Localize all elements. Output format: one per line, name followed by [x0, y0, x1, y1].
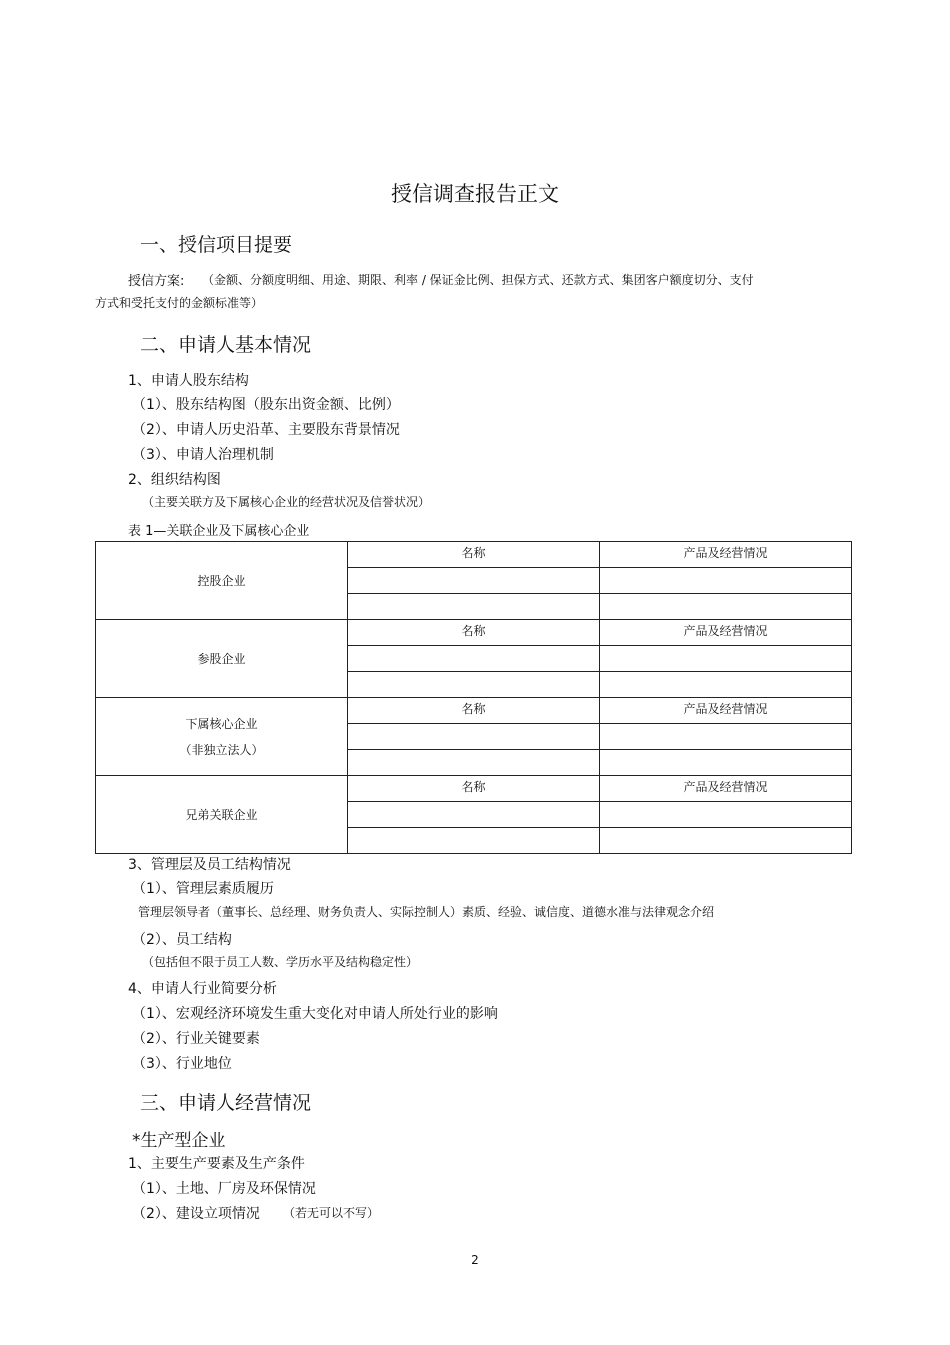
item-land-plant: （1）、土地、厂房及环保情况 [132, 1181, 316, 1197]
table-cell [348, 672, 600, 698]
table-cell [600, 724, 852, 750]
item-macro-impact: （1）、宏观经济环境发生重大变化对申请人所处行业的影响 [132, 1006, 498, 1022]
item-shareholder-chart: （1）、股东结构图（股东出资金额、比例） [132, 397, 400, 413]
item-industry-analysis: 4、申请人行业简要分析 [128, 981, 277, 997]
col-header-product: 产品及经营情况 [600, 776, 852, 802]
table-cell [600, 594, 852, 620]
group-cell-sibling: 兄弟关联企业 [96, 776, 348, 854]
group-cell-participating: 参股企业 [96, 620, 348, 698]
table-row [96, 776, 852, 802]
table-cell [600, 828, 852, 854]
section1-heading: 一、授信项目提要 [140, 234, 293, 256]
section2-heading: 二、申请人基本情况 [140, 334, 312, 356]
group-cell-holding: 控股企业 [96, 542, 348, 620]
item-history: （2）、申请人历史沿革、主要股东背景情况 [132, 422, 400, 438]
col-header-name: 名称 [348, 542, 600, 568]
table-row [96, 620, 852, 646]
item-org-chart: 2、组织结构图 [128, 472, 221, 488]
plan-line-2: 方式和受托支付的金额标准等） [95, 296, 264, 310]
related-companies-table [95, 541, 852, 854]
management-resume-note: 管理层领导者（董事长、总经理、财务负责人、实际控制人）素质、经验、诚信度、道德水准与法律观念介绍 [138, 905, 715, 919]
table-row [96, 542, 852, 568]
table-cell [348, 802, 600, 828]
col-header-name: 名称 [348, 776, 600, 802]
table-cell [348, 646, 600, 672]
item-management-staff: 3、管理层及员工结构情况 [128, 857, 291, 873]
group-cell-core-subsidiary: 下属核心企业 （非独立法人） [96, 698, 348, 776]
table-row [96, 698, 852, 724]
item-management-resume: （1）、管理层素质履历 [132, 881, 274, 897]
table-caption: 表 1—关联企业及下属核心企业 [128, 524, 310, 539]
col-header-product: 产品及经营情况 [600, 698, 852, 724]
table-cell [348, 724, 600, 750]
col-header-product: 产品及经营情况 [600, 620, 852, 646]
col-header-name: 名称 [348, 620, 600, 646]
section3-heading: 三、申请人经营情况 [140, 1092, 312, 1114]
table-cell [348, 568, 600, 594]
item-production-factors: 1、主要生产要素及生产条件 [128, 1156, 305, 1172]
item-governance: （3）、申请人治理机制 [132, 447, 274, 463]
col-header-product: 产品及经营情况 [600, 542, 852, 568]
item-project-approval: （2）、建设立项情况 [132, 1206, 260, 1222]
page-number: 2 [471, 1253, 479, 1267]
col-header-name: 名称 [348, 698, 600, 724]
table-cell [348, 594, 600, 620]
table-cell [348, 750, 600, 776]
org-chart-note: （主要关联方及下属核心企业的经营状况及信誉状况） [142, 495, 431, 509]
table-cell [600, 646, 852, 672]
table-cell [348, 828, 600, 854]
table-cell [600, 802, 852, 828]
project-approval-note: （若无可以不写） [283, 1206, 380, 1220]
plan-line-1: （金额、分额度明细、用途、期限、利率 / 保证金比例、担保方式、还款方式、集团客户额度切分、支付 [202, 273, 754, 287]
item-industry-key-factors: （2）、行业关键要素 [132, 1031, 260, 1047]
document-title: 授信调查报告正文 [391, 182, 559, 206]
table-cell [600, 672, 852, 698]
staff-structure-note: （包括但不限于员工人数、学历水平及结构稳定性） [142, 955, 419, 969]
item-shareholder-structure: 1、申请人股东结构 [128, 373, 249, 389]
item-industry-position: （3）、行业地位 [132, 1056, 232, 1072]
plan-label: 授信方案: [128, 274, 185, 289]
table-cell [600, 568, 852, 594]
section3-subheading: *生产型企业 [132, 1131, 226, 1151]
table-cell [600, 750, 852, 776]
item-staff-structure: （2）、员工结构 [132, 932, 232, 948]
